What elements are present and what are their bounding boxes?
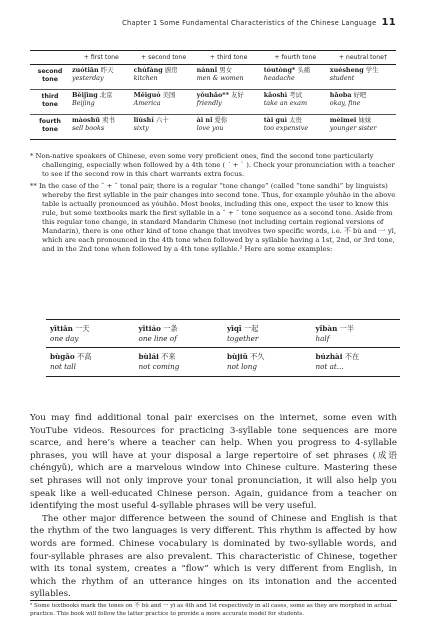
tone-pair-table xyxy=(30,50,396,140)
gloss: together xyxy=(227,333,259,343)
gloss: student xyxy=(329,74,355,82)
hanzi: 妹妹 xyxy=(358,116,372,124)
pinyin: yītiān xyxy=(50,324,73,333)
table-cell xyxy=(69,90,131,115)
hanzi: 北京 xyxy=(99,91,113,99)
gloss: not tall xyxy=(50,362,76,372)
row-header: second tone xyxy=(30,65,69,90)
hanzi: 昨天 xyxy=(100,66,114,74)
pinyin: kǎoshì xyxy=(263,91,288,99)
pinyin: búzhài xyxy=(315,352,343,362)
hanzi: 头痛 xyxy=(297,66,311,74)
gloss: sixty xyxy=(133,124,149,132)
example-cell xyxy=(135,348,224,376)
col-header-fourth-tone: + fourth tone xyxy=(261,51,327,65)
footnote-star xyxy=(30,152,396,179)
tone-change-examples-table xyxy=(46,319,400,377)
footnote-2-text: ² Some textbooks mark the tones on 不 bù and 一 yī as 4th and 1st respectively in all cases, some as they are morphed in actual practice. This book will follow the latter practice to provide a more accurate model for students. xyxy=(30,603,392,617)
hanzi: 不在 xyxy=(344,352,360,362)
paragraph-1: You may find additional tonal pair exercises on the internet, some even with YouTube videos. Resources for practicing 3-syllable tone sequences are more scarce, and here’s where a teacher can help. When you progress to 4-syllable phrases, you will have at your disposal a large repertoire of set phrases (成语 chéngyǔ), which are a marvelous window into Chinese culture. Mastering these set phrases will not only improve your tonal pronunciation, it will also help you speak like a well-educated Chinese person. Again, guidance from a teacher on identifying the most useful 4-syllable phrases will be very useful. xyxy=(30,413,397,512)
pinyin: nánnǐ xyxy=(196,66,218,74)
table-cell xyxy=(261,115,327,140)
gloss: Beijing xyxy=(72,99,95,107)
hanzi: 廚房 xyxy=(164,66,178,74)
gloss: yesterday xyxy=(72,74,104,82)
pinyin: zuótiān xyxy=(72,66,99,74)
pinyin: xuésheng xyxy=(329,66,364,74)
tone-table-corner xyxy=(30,51,69,65)
table-cell xyxy=(261,90,327,115)
gloss: love you xyxy=(196,124,224,132)
chapter-title: Chapter 1 Some Fundamental Characteristics of the Chinese Language xyxy=(122,19,377,27)
example-cell xyxy=(223,320,312,348)
table-cell xyxy=(194,115,261,140)
hanzi: 美国 xyxy=(162,91,176,99)
table-cell xyxy=(327,65,396,90)
hanzi: 一条 xyxy=(163,324,178,333)
gloss: America xyxy=(133,99,161,107)
table-row-third-tone xyxy=(30,90,396,115)
hanzi: 考试 xyxy=(289,91,303,99)
pinyin: Měiguó xyxy=(133,91,161,99)
hanzi: 六十 xyxy=(155,116,169,124)
pinyin: màoshū xyxy=(72,116,101,124)
gloss: not at... xyxy=(315,362,344,372)
gloss: men & women xyxy=(196,74,244,82)
hanzi: 学生 xyxy=(365,66,379,74)
pinyin: tóutòng* xyxy=(263,66,296,74)
pinyin: bùlái xyxy=(138,352,159,362)
table-cell xyxy=(194,90,261,115)
hanzi: 一半 xyxy=(339,324,355,333)
pinyin: yǒuhǎo** xyxy=(196,91,229,99)
pinyin: tài guì xyxy=(263,116,288,124)
gloss: friendly xyxy=(196,99,222,107)
hanzi: 卖书 xyxy=(102,116,115,124)
footnote-star-text: * Non-native speakers of Chinese, even some very proficient ones, find the second tone particularly challenging, especially when followed by a 4th tone ( ˊ + ˋ ). Check your pronunciation with a teacher to see if the second row in this chart warrants extra focus. xyxy=(30,152,395,178)
pinyin: yītiáo xyxy=(138,324,161,333)
pinyin: Běijīng xyxy=(72,91,98,99)
pinyin: mèimei xyxy=(329,116,357,124)
example-cell xyxy=(46,320,135,348)
hanzi: 不来 xyxy=(161,352,176,362)
table-row-fourth-tone xyxy=(30,115,396,140)
examples-row-bu xyxy=(46,348,400,376)
row-header: third tone xyxy=(30,90,69,115)
table-cell xyxy=(327,115,396,140)
table-cell xyxy=(131,65,194,90)
example-cell xyxy=(223,348,312,376)
page-footnote xyxy=(30,600,397,618)
page-number: 11 xyxy=(381,17,396,28)
hanzi: 一天 xyxy=(75,324,90,333)
pinyin: hǎoba xyxy=(329,91,352,99)
gloss: half xyxy=(315,333,330,343)
pinyin: chúfáng xyxy=(133,66,163,74)
paragraph-2: The other major difference between the sound of Chinese and English is that the rhythm of the two languages is very different. This rhythm is affected by how words are formed. Chinese vocabulary is dominated by two-syllable words, and four-syllable phrases are also prevalent. This characteristic of Chinese, together with its tonal system, creates a “flow” which is very different from English, in which the rhythm of an utterance hinges on its intonation and the accented syllables. xyxy=(30,513,397,600)
hanzi: 男女 xyxy=(219,66,232,74)
table-row-second-tone xyxy=(30,65,396,90)
row-header: fourth tone xyxy=(30,115,69,140)
hanzi: 一起 xyxy=(243,324,259,333)
hanzi: 友好 xyxy=(231,91,244,99)
hanzi: 爱你 xyxy=(214,116,228,124)
example-cell xyxy=(312,348,401,376)
pinyin: liùshí xyxy=(133,116,154,124)
pinyin: yīqǐ xyxy=(227,324,242,333)
examples-row-yi xyxy=(46,320,400,348)
footnote-double-star xyxy=(30,182,396,254)
gloss: okay, fine xyxy=(329,99,361,107)
gloss: headache xyxy=(263,74,295,82)
gloss: one line of xyxy=(138,333,177,343)
gloss: younger sister xyxy=(329,124,377,132)
gloss: take an exam xyxy=(263,99,308,107)
pinyin: bùjiǔ xyxy=(227,352,248,362)
example-cell xyxy=(135,320,224,348)
table-cell xyxy=(131,115,194,140)
table-cell xyxy=(69,65,131,90)
running-header xyxy=(0,17,396,28)
gloss: not long xyxy=(227,362,257,372)
hanzi: 不久 xyxy=(250,352,265,362)
table-cell xyxy=(131,90,194,115)
col-header-third-tone: + third tone xyxy=(194,51,261,65)
gloss: kitchen xyxy=(133,74,158,82)
pinyin: ài nǐ xyxy=(196,116,213,124)
gloss: too expensive xyxy=(263,124,309,132)
tone-table-header-row xyxy=(30,51,396,65)
pinyin: yībàn xyxy=(315,324,338,333)
col-header-first-tone: + first tone xyxy=(69,51,131,65)
table-cell xyxy=(194,65,261,90)
main-text xyxy=(30,412,397,601)
footnote-double-star-text: ** In the case of the ˇ + ˇ tonal pair, there is a regular “tone change” (called “tone sandhi” by linguists) whereby the first syllable in the pair changes into second tone. Thus, for example yǒuhǎo in the above table is actually pronounced as yóuhǎo. Most books, including this one, expect the user to know this rule, but some textbooks mark the first syllable in a ˇ + ˇ tone sequence as a second tone. Aside from this regular tone change, in standard Mandarin Chinese (not including certain regional versions of Mandarin), there is one other kind of tone change that involves two specific words, i.e. 不 bù and 一 yī, which are each pronounced in the 4th tone when followed by a syllable having a 1st, 2nd, or 3rd tone, and in the 2nd tone when followed by a 4th tone syllable.² Here are some examples: xyxy=(30,182,396,253)
hanzi: 不高 xyxy=(77,352,92,362)
col-header-second-tone: + second tone xyxy=(131,51,194,65)
pinyin: bùgāo xyxy=(50,352,75,362)
table-cell xyxy=(327,90,396,115)
table-cell xyxy=(261,65,327,90)
example-cell xyxy=(46,348,135,376)
col-header-neutral-tone: + neutral tone† xyxy=(327,51,396,65)
hanzi: 太贵 xyxy=(289,116,302,124)
table-cell xyxy=(69,115,131,140)
gloss: sell books xyxy=(72,124,105,132)
hanzi: 好吧 xyxy=(353,91,367,99)
gloss: not coming xyxy=(138,362,180,372)
gloss: one day xyxy=(50,333,79,343)
example-cell xyxy=(312,320,401,348)
